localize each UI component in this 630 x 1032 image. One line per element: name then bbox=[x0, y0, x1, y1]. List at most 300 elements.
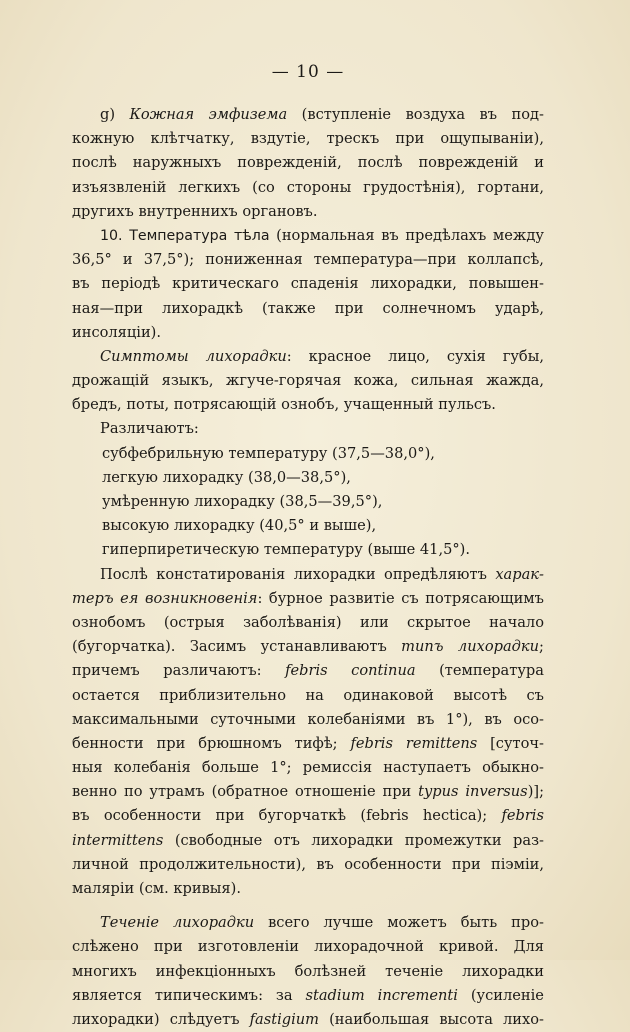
word: hectica); bbox=[422, 807, 488, 825]
word: кривой. bbox=[438, 938, 499, 956]
word-group bbox=[285, 659, 328, 683]
word: солнечномъ bbox=[382, 299, 476, 317]
word: высотѣ bbox=[453, 686, 508, 704]
word: (острыя bbox=[163, 613, 225, 631]
word: : bbox=[286, 347, 292, 365]
word: жажда, bbox=[486, 372, 544, 390]
word-group bbox=[72, 272, 90, 296]
text-line bbox=[72, 804, 544, 828]
word-group bbox=[511, 911, 544, 935]
text: инсоляціи). bbox=[72, 323, 162, 341]
word: трескъ bbox=[326, 130, 380, 148]
word-group bbox=[226, 369, 341, 393]
word-group bbox=[216, 804, 245, 828]
word-group bbox=[205, 248, 302, 272]
word-group bbox=[354, 369, 399, 393]
word-group bbox=[100, 563, 148, 587]
text: высокую лихорадку (40,5° и выше), bbox=[102, 517, 377, 535]
word-group bbox=[274, 829, 300, 853]
word: : bbox=[257, 589, 263, 607]
word: за bbox=[275, 986, 293, 1004]
word: Температура bbox=[129, 227, 228, 244]
word-group bbox=[261, 635, 387, 659]
text-line bbox=[72, 732, 544, 756]
word: періодѣ bbox=[101, 275, 161, 293]
word-group bbox=[314, 935, 424, 959]
text-line bbox=[72, 984, 544, 1008]
word: (бугорчатка). bbox=[72, 638, 176, 656]
word-group bbox=[151, 127, 235, 151]
word: начало bbox=[489, 613, 544, 631]
word: лихорадки, bbox=[370, 275, 457, 293]
word: грудостѣнія), bbox=[363, 178, 466, 196]
word: раз- bbox=[513, 831, 544, 849]
word: является bbox=[72, 986, 142, 1004]
word-group bbox=[206, 345, 292, 369]
word: сухія bbox=[446, 347, 486, 365]
word-group bbox=[72, 960, 137, 984]
word-group bbox=[405, 224, 486, 248]
text-line bbox=[72, 877, 544, 901]
word: быть bbox=[460, 914, 498, 932]
word-group bbox=[114, 756, 191, 780]
word-group bbox=[72, 176, 166, 200]
word-group bbox=[175, 829, 262, 853]
word-group bbox=[477, 176, 544, 200]
word: отношеніе bbox=[295, 783, 376, 801]
word: тифѣ; bbox=[294, 734, 338, 752]
word: и bbox=[534, 154, 544, 172]
word-group bbox=[251, 127, 311, 151]
italic-word: Кожная bbox=[129, 106, 195, 123]
word-group bbox=[72, 708, 199, 732]
word: остается bbox=[72, 686, 140, 704]
word-group bbox=[295, 732, 338, 756]
word-group bbox=[72, 248, 112, 272]
word-group bbox=[512, 103, 544, 127]
word: отъ bbox=[273, 831, 300, 849]
italic-word: continua bbox=[351, 662, 416, 680]
word-group bbox=[173, 911, 254, 935]
word-group bbox=[491, 853, 544, 877]
italic-word: remittens bbox=[405, 734, 478, 752]
word: всего bbox=[268, 914, 310, 932]
paragraph-gap bbox=[72, 901, 544, 911]
word: (со bbox=[252, 178, 275, 196]
word-group bbox=[503, 345, 544, 369]
word-group bbox=[305, 684, 323, 708]
word-group bbox=[411, 369, 474, 393]
text-line bbox=[72, 514, 544, 538]
italic-word: fastigium bbox=[249, 1010, 319, 1028]
word-group bbox=[237, 151, 342, 175]
italic-word: Теченіе bbox=[100, 914, 160, 932]
word: промежутки bbox=[404, 831, 502, 849]
italic-word: лихорадки bbox=[457, 638, 540, 656]
word-group bbox=[198, 732, 282, 756]
word: коллапсѣ, bbox=[467, 251, 544, 269]
word: слѣдуетъ bbox=[169, 1010, 240, 1028]
word-group bbox=[276, 984, 293, 1008]
word-group bbox=[493, 224, 544, 248]
word-group bbox=[100, 103, 115, 127]
word: наступаетъ bbox=[383, 759, 471, 777]
word-group bbox=[154, 935, 183, 959]
word-group bbox=[309, 345, 372, 369]
word-group bbox=[190, 635, 246, 659]
word-group bbox=[149, 780, 204, 804]
word: 37,5°); bbox=[143, 251, 195, 269]
word-group bbox=[406, 103, 465, 127]
word-group bbox=[534, 151, 544, 175]
word-group bbox=[202, 756, 259, 780]
italic-word: теръ bbox=[72, 589, 114, 607]
text-line bbox=[72, 587, 544, 611]
text: другихъ внутреннихъ органовъ. bbox=[72, 202, 318, 220]
word: про- bbox=[511, 914, 544, 932]
word-group bbox=[72, 756, 103, 780]
italic-word: харак- bbox=[495, 565, 544, 583]
text-line bbox=[72, 442, 544, 466]
word-group bbox=[418, 151, 518, 175]
word: болѣзней bbox=[294, 962, 367, 980]
text-line bbox=[72, 708, 544, 732]
word-group bbox=[495, 297, 544, 321]
word-group bbox=[124, 780, 143, 804]
word: критическаго bbox=[172, 275, 279, 293]
word-group bbox=[344, 853, 441, 877]
word-group bbox=[406, 732, 477, 756]
text-line bbox=[72, 248, 544, 272]
document-page bbox=[72, 62, 544, 1032]
word: констатированія bbox=[156, 565, 286, 583]
word: скрытое bbox=[407, 613, 471, 631]
word: особенности bbox=[344, 855, 442, 873]
text-line bbox=[72, 490, 544, 514]
text-line bbox=[72, 345, 544, 369]
italic-word: эмфизема bbox=[208, 106, 288, 123]
word: личной bbox=[72, 855, 129, 873]
word: пониженная bbox=[205, 251, 303, 269]
text-line bbox=[72, 911, 544, 935]
word-group bbox=[72, 127, 134, 151]
word-group bbox=[484, 708, 502, 732]
word-group bbox=[452, 853, 481, 877]
text-line bbox=[72, 756, 544, 780]
word-group bbox=[133, 151, 222, 175]
word: g) bbox=[100, 106, 116, 123]
word-group bbox=[269, 587, 323, 611]
word-group bbox=[243, 611, 342, 635]
italic-word: ея bbox=[120, 589, 139, 607]
text-line bbox=[72, 780, 544, 804]
word: Для bbox=[513, 938, 544, 956]
word: инфекціонныхъ bbox=[155, 962, 276, 980]
page-number: — 10 — bbox=[271, 62, 345, 82]
word: колебаніями bbox=[307, 710, 406, 728]
word-group bbox=[72, 984, 142, 1008]
word: легкихъ bbox=[178, 178, 241, 196]
word-group bbox=[383, 756, 471, 780]
text-line bbox=[72, 321, 544, 345]
word: ощупываніи), bbox=[440, 130, 544, 148]
italic-word: возникновенія bbox=[144, 589, 258, 607]
word-group bbox=[501, 804, 544, 828]
word-group bbox=[276, 224, 374, 248]
word-group bbox=[120, 587, 138, 611]
word-group bbox=[343, 684, 434, 708]
word-group bbox=[72, 659, 140, 683]
word-group bbox=[72, 935, 139, 959]
text-line bbox=[72, 369, 544, 393]
word: максимальными bbox=[72, 710, 199, 728]
text-line bbox=[72, 829, 544, 853]
word: предѣлахъ bbox=[405, 226, 487, 244]
word-group bbox=[329, 587, 394, 611]
word: развитіе bbox=[329, 589, 395, 607]
word: при bbox=[156, 734, 186, 752]
text-line bbox=[72, 935, 544, 959]
word: послѣ bbox=[72, 154, 117, 172]
word: на bbox=[305, 686, 324, 704]
word-group bbox=[360, 611, 389, 635]
word-group bbox=[268, 911, 309, 935]
word: 1°; bbox=[270, 759, 292, 777]
word-group bbox=[381, 224, 399, 248]
word: Засимъ bbox=[189, 638, 247, 656]
word-group bbox=[324, 911, 374, 935]
word-group bbox=[212, 780, 289, 804]
word: Послѣ bbox=[100, 565, 148, 583]
italic-word: febris bbox=[285, 662, 328, 680]
word: изъязвленій bbox=[72, 178, 167, 196]
word-group bbox=[458, 635, 544, 659]
word: потрясающимъ bbox=[425, 589, 544, 607]
word: (обратное bbox=[211, 783, 289, 801]
word-group bbox=[467, 248, 544, 272]
text-line bbox=[72, 200, 544, 224]
word: въ bbox=[484, 710, 502, 728]
word: бурное bbox=[268, 589, 323, 607]
word: ныя bbox=[72, 759, 103, 777]
word-group bbox=[489, 611, 544, 635]
word-group bbox=[72, 853, 129, 877]
word-group bbox=[72, 780, 117, 804]
word: ремиссія bbox=[302, 759, 373, 777]
word: съ bbox=[526, 686, 544, 704]
word-group bbox=[164, 611, 225, 635]
word-group bbox=[405, 829, 502, 853]
word: многихъ bbox=[72, 962, 137, 980]
word: воздуха bbox=[405, 106, 466, 123]
italic-word: febris bbox=[501, 807, 544, 825]
word-group bbox=[234, 224, 270, 248]
word: тѣла bbox=[233, 227, 270, 244]
text-line bbox=[72, 466, 544, 490]
word: бугорчаткѣ bbox=[258, 807, 347, 825]
word: лихорадки bbox=[293, 565, 376, 583]
word-group bbox=[335, 297, 364, 321]
word: (наибольшая bbox=[329, 1010, 430, 1028]
word: и bbox=[122, 251, 133, 269]
text-line bbox=[72, 417, 544, 441]
word: между bbox=[492, 226, 544, 244]
word-group bbox=[383, 297, 476, 321]
word-group bbox=[462, 960, 544, 984]
word-group bbox=[513, 829, 544, 853]
text-line bbox=[72, 563, 544, 587]
text: Различаютъ: bbox=[100, 420, 199, 438]
word-group bbox=[495, 563, 544, 587]
word: суточными bbox=[210, 710, 296, 728]
word-group bbox=[155, 984, 263, 1008]
word: (нормальная bbox=[276, 226, 375, 244]
word-group bbox=[439, 659, 544, 683]
word-group bbox=[526, 684, 543, 708]
text-line bbox=[72, 272, 544, 296]
text: маляріи (см. кривыя). bbox=[72, 880, 241, 897]
word: при bbox=[153, 938, 183, 956]
italic-word: Симптомы bbox=[100, 347, 189, 365]
text-line bbox=[72, 684, 544, 708]
word: типическимъ: bbox=[154, 986, 264, 1004]
word-group bbox=[170, 1008, 240, 1032]
word-group bbox=[401, 587, 418, 611]
word: жгуче-горячая bbox=[225, 372, 342, 390]
word-group bbox=[178, 176, 240, 200]
word: теченіе bbox=[385, 962, 444, 980]
word: устанавливаютъ bbox=[260, 638, 387, 656]
word-group bbox=[162, 297, 243, 321]
word: )]; bbox=[527, 783, 544, 801]
word: въ bbox=[72, 807, 90, 825]
word-group bbox=[314, 248, 457, 272]
word-group bbox=[100, 345, 189, 369]
word: (febris bbox=[360, 807, 409, 825]
word-group bbox=[388, 345, 430, 369]
italic-word: incrementi bbox=[377, 986, 458, 1004]
text: бредъ, поты, потрясающій ознобъ, учащенный пульсъ. bbox=[72, 396, 496, 414]
word-group bbox=[417, 708, 435, 732]
word: лучше bbox=[323, 914, 374, 932]
word-group bbox=[305, 984, 364, 1008]
word: въ bbox=[381, 226, 399, 244]
word: ; bbox=[539, 638, 544, 656]
word-group bbox=[469, 272, 544, 296]
word-group bbox=[471, 984, 544, 1008]
word-group bbox=[209, 103, 288, 127]
word: съ bbox=[401, 589, 419, 607]
word-group bbox=[439, 935, 499, 959]
italic-word: febris bbox=[350, 734, 393, 752]
word: температура—при bbox=[313, 251, 457, 269]
word-group bbox=[144, 248, 194, 272]
word-group bbox=[480, 103, 498, 127]
word-group bbox=[198, 935, 299, 959]
word-group bbox=[490, 732, 544, 756]
text-line bbox=[72, 659, 544, 683]
word: утрамъ bbox=[149, 783, 205, 801]
text-line bbox=[72, 538, 544, 562]
word: лихорадки bbox=[462, 962, 544, 980]
word: ударѣ, bbox=[494, 299, 544, 317]
word-group bbox=[316, 853, 334, 877]
word-group bbox=[503, 1008, 544, 1032]
word: (также bbox=[262, 299, 316, 317]
text-line bbox=[72, 611, 544, 635]
word: лицо, bbox=[388, 347, 430, 365]
word: въ bbox=[479, 106, 498, 123]
word-group bbox=[311, 829, 393, 853]
word: (температура bbox=[439, 662, 544, 680]
word: повышен- bbox=[468, 275, 544, 293]
word-group bbox=[145, 587, 262, 611]
word-group bbox=[423, 804, 487, 828]
word-group bbox=[363, 176, 465, 200]
word: при bbox=[334, 299, 364, 317]
text-line bbox=[72, 635, 544, 659]
word: при bbox=[451, 855, 481, 873]
word: колебанія bbox=[113, 759, 191, 777]
word-group bbox=[156, 563, 285, 587]
word: послѣ bbox=[357, 154, 403, 172]
word: заболѣванія) bbox=[243, 613, 342, 631]
word: по bbox=[123, 783, 143, 801]
text-line bbox=[72, 393, 544, 417]
word: поврежденій bbox=[418, 154, 519, 172]
word-group bbox=[157, 732, 186, 756]
word-group bbox=[250, 1008, 319, 1032]
word-group bbox=[407, 611, 471, 635]
word-group bbox=[447, 345, 486, 369]
word: ная—при bbox=[72, 299, 144, 317]
word: брюшномъ bbox=[198, 734, 282, 752]
word-group bbox=[291, 272, 359, 296]
word-group bbox=[465, 780, 544, 804]
word-group bbox=[395, 127, 424, 151]
word: гортани, bbox=[477, 178, 544, 196]
word: можетъ bbox=[387, 914, 447, 932]
text-line bbox=[72, 103, 544, 127]
word: изготовленіи bbox=[197, 938, 300, 956]
word-group bbox=[453, 684, 507, 708]
word-group bbox=[384, 563, 487, 587]
word: слѣжено bbox=[72, 938, 139, 956]
word: клѣтчатку, bbox=[150, 130, 235, 148]
word: дрожащій bbox=[72, 372, 150, 390]
word: 36,5° bbox=[72, 251, 112, 269]
word-group bbox=[129, 224, 227, 248]
word-group bbox=[72, 369, 149, 393]
word: ознобомъ bbox=[72, 613, 146, 631]
word-group bbox=[295, 780, 376, 804]
word-group bbox=[387, 911, 447, 935]
italic-word: stadium bbox=[305, 986, 365, 1004]
word-group bbox=[327, 127, 380, 151]
word-group bbox=[295, 960, 367, 984]
word-group bbox=[461, 911, 497, 935]
word: языкъ, bbox=[161, 372, 214, 390]
word-group bbox=[159, 684, 286, 708]
word: опредѣляютъ bbox=[384, 565, 487, 583]
italic-word: лихорадки bbox=[205, 347, 287, 365]
italic-word: typus bbox=[418, 783, 459, 801]
word-group bbox=[163, 659, 261, 683]
word: особенности bbox=[103, 807, 202, 825]
word: лихо- bbox=[503, 1010, 544, 1028]
word: кожа, bbox=[353, 372, 399, 390]
word-group bbox=[72, 635, 175, 659]
